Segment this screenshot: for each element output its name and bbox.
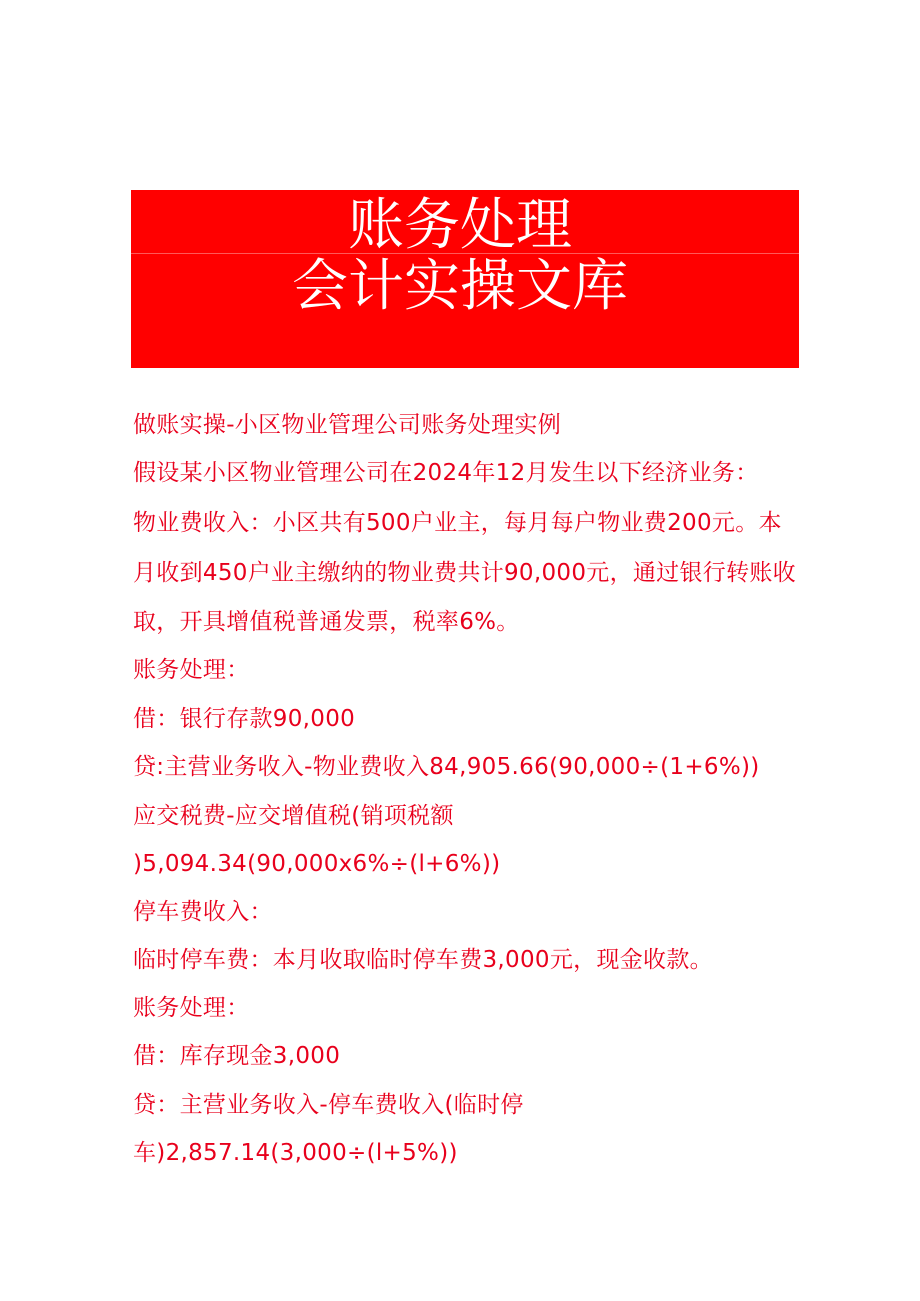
text-line: 物业费收入：小区共有500户业主，每月每户物业费200元。本 (133, 510, 782, 536)
text-line: 取，开具增值税普通发票，税率6%。 (133, 609, 520, 635)
banner-title-line-2: 会计实操文库 (292, 254, 628, 319)
section-label: 账务处理： (133, 657, 250, 683)
text-line: 月收到450户业主缴纳的物业费共计90,000元，通过银行转账收 (133, 560, 796, 586)
journal-credit-line: 车)2,857.14(3,000÷(l+5%)) (133, 1140, 458, 1166)
journal-credit-line: )5,094.34(90,000x6%÷(l+6%)) (133, 851, 501, 877)
journal-debit-line: 借：库存现金3,000 (133, 1043, 341, 1069)
doc-heading: 做账实操-小区物业管理公司账务处理实例 (133, 412, 561, 438)
journal-credit-line: 贷:主营业务收入-物业费收入84,905.66(90,000÷(1+6%)) (133, 754, 760, 780)
journal-credit-line: 贷：主营业务收入-停车费收入(临时停 (133, 1092, 524, 1118)
text-line: 临时停车费：本月收取临时停车费3,000元，现金收款。 (133, 947, 713, 973)
journal-debit-line: 借：银行存款90,000 (133, 706, 356, 732)
banner-title-line-1: 账务处理 (348, 193, 572, 258)
section-label: 账务处理： (133, 995, 250, 1021)
journal-credit-line: 应交税费-应交增值税(销项税额 (133, 803, 454, 829)
section-label: 停车费收入： (133, 899, 273, 925)
text-line: 假设某小区物业管理公司在2024年12月发生以下经济业务： (133, 460, 759, 486)
